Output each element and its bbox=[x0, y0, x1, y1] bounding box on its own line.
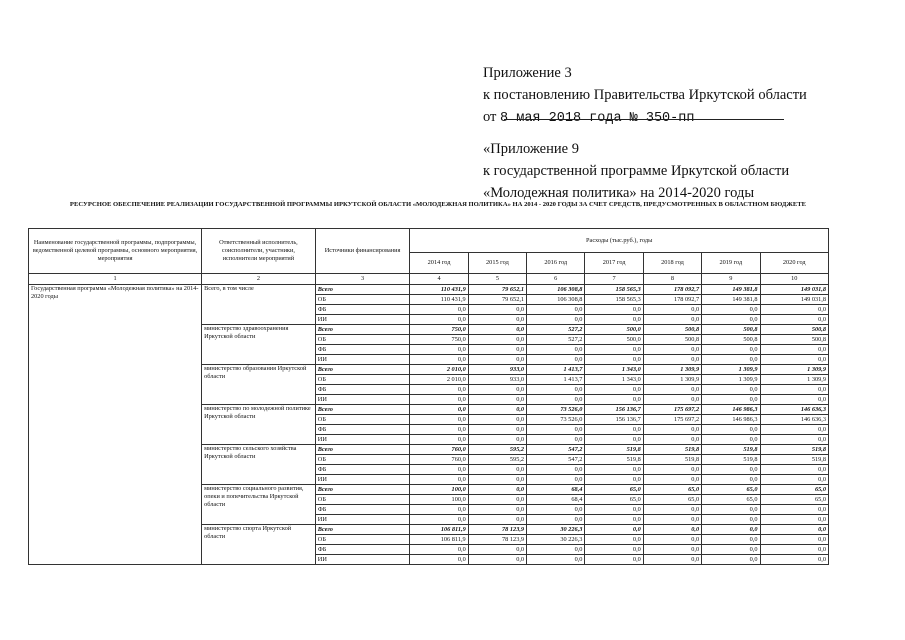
amount-cell: 933,0 bbox=[468, 375, 526, 385]
amount-cell: 760,0 bbox=[410, 455, 468, 465]
amount-cell: 1 309,9 bbox=[760, 365, 828, 375]
amount-cell: 0,0 bbox=[702, 515, 760, 525]
amount-cell: 0,0 bbox=[643, 525, 701, 535]
executor-cell: министерство здравоохранения Иркутской области bbox=[202, 325, 316, 365]
amount-cell: 1 343,0 bbox=[585, 375, 643, 385]
amount-cell: 0,0 bbox=[585, 435, 643, 445]
amount-cell: 0,0 bbox=[702, 475, 760, 485]
year-header: 2016 год bbox=[527, 253, 585, 274]
amount-cell: 146 986,3 bbox=[702, 405, 760, 415]
funding-source-cell: ИИ bbox=[315, 515, 410, 525]
column-number: 3 bbox=[315, 274, 410, 285]
amount-cell: 0,0 bbox=[527, 555, 585, 565]
amount-cell: 0,0 bbox=[527, 395, 585, 405]
year-header: 2015 год bbox=[468, 253, 526, 274]
funding-source-cell: ИИ bbox=[315, 435, 410, 445]
amount-cell: 65,0 bbox=[760, 485, 828, 495]
funding-source-cell: ФБ bbox=[315, 545, 410, 555]
year-header: 2020 год bbox=[760, 253, 828, 274]
funding-source-cell: Всего bbox=[315, 445, 410, 455]
amount-cell: 65,0 bbox=[760, 495, 828, 505]
amount-cell: 100,0 bbox=[410, 495, 468, 505]
amount-cell: 0,0 bbox=[527, 545, 585, 555]
amount-cell: 519,8 bbox=[702, 455, 760, 465]
amount-cell: 0,0 bbox=[468, 435, 526, 445]
amount-cell: 500,8 bbox=[643, 335, 701, 345]
amount-cell: 30 226,3 bbox=[527, 525, 585, 535]
program-reference: к государственной программе Иркутской области bbox=[483, 163, 790, 179]
amount-cell: 0,0 bbox=[760, 355, 828, 365]
funding-source-cell: ОБ bbox=[315, 295, 410, 305]
amount-cell: 527,2 bbox=[527, 335, 585, 345]
funding-source-cell: ФБ bbox=[315, 465, 410, 475]
amount-cell: 527,2 bbox=[527, 325, 585, 335]
amount-cell: 1 413,7 bbox=[527, 365, 585, 375]
amount-cell: 0,0 bbox=[702, 435, 760, 445]
executor-cell: министерство по молодежной политике Иркутской области bbox=[202, 405, 316, 445]
amount-cell: 0,0 bbox=[760, 555, 828, 565]
amount-cell: 0,0 bbox=[410, 415, 468, 425]
amount-cell: 1 309,9 bbox=[643, 375, 701, 385]
amount-cell: 0,0 bbox=[643, 425, 701, 435]
amount-cell: 1 343,0 bbox=[585, 365, 643, 375]
amount-cell: 0,0 bbox=[527, 505, 585, 515]
executor-cell: министерство сельского хозяйства Иркутской области bbox=[202, 445, 316, 485]
amount-cell: 0,0 bbox=[468, 555, 526, 565]
amount-cell: 0,0 bbox=[527, 315, 585, 325]
amount-cell: 0,0 bbox=[702, 535, 760, 545]
amount-cell: 65,0 bbox=[585, 495, 643, 505]
amount-cell: 178 092,7 bbox=[643, 285, 701, 295]
amount-cell: 0,0 bbox=[468, 515, 526, 525]
amount-cell: 519,8 bbox=[702, 445, 760, 455]
appendix-title: Приложение 3 bbox=[483, 65, 572, 81]
amount-cell: 0,0 bbox=[585, 385, 643, 395]
amount-cell: 158 565,3 bbox=[585, 285, 643, 295]
header-row bbox=[29, 229, 829, 253]
amount-cell: 0,0 bbox=[410, 305, 468, 315]
program-header bbox=[483, 138, 789, 204]
funding-source-cell: Всего bbox=[315, 325, 410, 335]
amount-cell: 0,0 bbox=[760, 315, 828, 325]
amount-cell: 0,0 bbox=[585, 505, 643, 515]
column-number: 1 bbox=[29, 274, 202, 285]
year-header: 2017 год bbox=[585, 253, 643, 274]
funding-source-cell: ИИ bbox=[315, 395, 410, 405]
executor-cell: Всего, в том числе bbox=[202, 285, 316, 325]
amount-cell: 0,0 bbox=[760, 425, 828, 435]
amount-cell: 595,2 bbox=[468, 445, 526, 455]
column-numbers-row bbox=[29, 274, 829, 285]
executor-cell: министерство спорта Иркутской области bbox=[202, 525, 316, 565]
funding-source-cell: ИИ bbox=[315, 315, 410, 325]
amount-cell: 0,0 bbox=[643, 395, 701, 405]
amount-cell: 1 413,7 bbox=[527, 375, 585, 385]
amount-cell: 106 811,9 bbox=[410, 525, 468, 535]
amount-cell: 0,0 bbox=[702, 505, 760, 515]
amount-cell: 0,0 bbox=[702, 465, 760, 475]
amount-cell: 1 309,9 bbox=[702, 375, 760, 385]
amount-cell: 0,0 bbox=[585, 475, 643, 485]
amount-cell: 519,8 bbox=[585, 445, 643, 455]
amount-cell: 0,0 bbox=[585, 315, 643, 325]
amount-cell: 750,0 bbox=[410, 325, 468, 335]
amount-cell: 0,0 bbox=[527, 425, 585, 435]
funding-source-cell: ФБ bbox=[315, 505, 410, 515]
amount-cell: 2 010,0 bbox=[410, 365, 468, 375]
amount-cell: 110 431,9 bbox=[410, 295, 468, 305]
amount-cell: 0,0 bbox=[468, 325, 526, 335]
amount-cell: 0,0 bbox=[760, 345, 828, 355]
amount-cell: 0,0 bbox=[760, 385, 828, 395]
amount-cell: 0,0 bbox=[643, 465, 701, 475]
amount-cell: 0,0 bbox=[643, 555, 701, 565]
amount-cell: 0,0 bbox=[643, 535, 701, 545]
amount-cell: 149 381,8 bbox=[702, 285, 760, 295]
amount-cell: 0,0 bbox=[410, 465, 468, 475]
amount-cell: 500,8 bbox=[702, 325, 760, 335]
amount-cell: 0,0 bbox=[643, 475, 701, 485]
amount-cell: 79 652,1 bbox=[468, 285, 526, 295]
amount-cell: 500,8 bbox=[702, 335, 760, 345]
column-number: 5 bbox=[468, 274, 526, 285]
amount-cell: 0,0 bbox=[702, 345, 760, 355]
amount-cell: 595,2 bbox=[468, 455, 526, 465]
executor-cell: министерство социального развития, опеки и попечительства Иркутской области bbox=[202, 485, 316, 525]
amount-cell: 1 309,9 bbox=[643, 365, 701, 375]
amount-cell: 0,0 bbox=[585, 355, 643, 365]
amount-cell: 0,0 bbox=[760, 535, 828, 545]
amount-cell: 0,0 bbox=[643, 435, 701, 445]
amount-cell: 0,0 bbox=[468, 485, 526, 495]
amount-cell: 0,0 bbox=[410, 345, 468, 355]
header-col-expenses: Расходы (тыс.руб.), годы bbox=[410, 229, 829, 253]
amount-cell: 0,0 bbox=[527, 435, 585, 445]
amount-cell: 0,0 bbox=[643, 345, 701, 355]
amount-cell: 750,0 bbox=[410, 335, 468, 345]
amount-cell: 0,0 bbox=[468, 505, 526, 515]
amount-cell: 0,0 bbox=[410, 355, 468, 365]
funding-source-cell: Всего bbox=[315, 485, 410, 495]
amount-cell: 0,0 bbox=[468, 395, 526, 405]
amount-cell: 0,0 bbox=[468, 385, 526, 395]
column-number: 2 bbox=[202, 274, 316, 285]
amount-cell: 0,0 bbox=[643, 305, 701, 315]
program-name-cell: Государственная программа «Молодежная политика» на 2014-2020 годы bbox=[29, 285, 202, 565]
amount-cell: 0,0 bbox=[585, 535, 643, 545]
amount-cell: 0,0 bbox=[702, 305, 760, 315]
amount-cell: 0,0 bbox=[410, 475, 468, 485]
amount-cell: 0,0 bbox=[585, 515, 643, 525]
amount-cell: 149 031,8 bbox=[760, 295, 828, 305]
amount-cell: 156 136,7 bbox=[585, 405, 643, 415]
program-name-line: «Молодежная политика» на 2014-2020 годы bbox=[483, 185, 755, 201]
funding-source-cell: Всего bbox=[315, 525, 410, 535]
table-body bbox=[29, 285, 829, 565]
amount-cell: 0,0 bbox=[760, 505, 828, 515]
amount-cell: 0,0 bbox=[585, 345, 643, 355]
funding-source-cell: ОБ bbox=[315, 535, 410, 545]
amount-cell: 547,2 bbox=[527, 455, 585, 465]
amount-cell: 0,0 bbox=[702, 355, 760, 365]
amount-cell: 0,0 bbox=[410, 545, 468, 555]
amount-cell: 106 308,8 bbox=[527, 295, 585, 305]
amount-cell: 0,0 bbox=[410, 385, 468, 395]
date-underline bbox=[504, 119, 784, 120]
amount-cell: 0,0 bbox=[527, 355, 585, 365]
column-number: 6 bbox=[527, 274, 585, 285]
amount-cell: 933,0 bbox=[468, 365, 526, 375]
header-col-executor: Ответственный исполнитель, соисполнители, участники, исполнители мероприятий bbox=[202, 229, 316, 274]
amount-cell: 519,8 bbox=[760, 445, 828, 455]
amount-cell: 0,0 bbox=[702, 395, 760, 405]
amount-cell: 0,0 bbox=[468, 465, 526, 475]
amount-cell: 0,0 bbox=[468, 495, 526, 505]
amount-cell: 0,0 bbox=[468, 545, 526, 555]
amount-cell: 0,0 bbox=[702, 525, 760, 535]
funding-source-cell: ОБ bbox=[315, 375, 410, 385]
amount-cell: 0,0 bbox=[527, 475, 585, 485]
amount-cell: 760,0 bbox=[410, 445, 468, 455]
funding-source-cell: ОБ bbox=[315, 335, 410, 345]
year-header: 2018 год bbox=[643, 253, 701, 274]
amount-cell: 0,0 bbox=[468, 335, 526, 345]
amount-cell: 519,8 bbox=[643, 455, 701, 465]
amount-cell: 0,0 bbox=[468, 315, 526, 325]
resolution-date-line bbox=[483, 106, 807, 130]
amount-cell: 146 636,3 bbox=[760, 405, 828, 415]
amount-cell: 0,0 bbox=[527, 385, 585, 395]
funding-source-cell: Всего bbox=[315, 285, 410, 295]
header-col-source: Источники финансирования bbox=[315, 229, 410, 274]
column-number: 10 bbox=[760, 274, 828, 285]
amount-cell: 519,8 bbox=[643, 445, 701, 455]
amount-cell: 0,0 bbox=[760, 465, 828, 475]
amount-cell: 0,0 bbox=[643, 355, 701, 365]
amount-cell: 519,8 bbox=[585, 455, 643, 465]
funding-source-cell: Всего bbox=[315, 365, 410, 375]
amount-cell: 0,0 bbox=[527, 305, 585, 315]
amount-cell: 68,4 bbox=[527, 495, 585, 505]
amount-cell: 0,0 bbox=[527, 515, 585, 525]
amount-cell: 0,0 bbox=[702, 545, 760, 555]
column-number: 8 bbox=[643, 274, 701, 285]
amount-cell: 0,0 bbox=[702, 385, 760, 395]
amount-cell: 0,0 bbox=[643, 315, 701, 325]
resolution-date-number: 8 мая 2018 года № 350-пп bbox=[500, 111, 695, 126]
funding-source-cell: ОБ bbox=[315, 455, 410, 465]
amount-cell: 0,0 bbox=[410, 395, 468, 405]
amount-cell: 0,0 bbox=[643, 385, 701, 395]
amount-cell: 0,0 bbox=[760, 545, 828, 555]
table-title: РЕСУРСНОЕ ОБЕСПЕЧЕНИЕ РЕАЛИЗАЦИИ ГОСУДАРСТВЕННОЙ ПРОГРАММЫ ИРКУТСКОЙ ОБЛАСТИ «МОЛОДЕЖНАЯ ПОЛИТИКА» НА 2014 - 2020 ГОДЫ ЗА СЧЕТ СРЕДСТВ, ПРЕДУСМОТРЕННЫХ В ОБЛАСТНОМ БЮДЖЕТЕ bbox=[69, 201, 807, 208]
amount-cell: 0,0 bbox=[410, 555, 468, 565]
amount-cell: 65,0 bbox=[643, 485, 701, 495]
amount-cell: 110 431,9 bbox=[410, 285, 468, 295]
amount-cell: 0,0 bbox=[468, 355, 526, 365]
amount-cell: 149 031,8 bbox=[760, 285, 828, 295]
amount-cell: 0,0 bbox=[410, 405, 468, 415]
funding-source-cell: ФБ bbox=[315, 385, 410, 395]
amount-cell: 1 309,9 bbox=[760, 375, 828, 385]
resource-table bbox=[28, 228, 829, 565]
amount-cell: 0,0 bbox=[760, 475, 828, 485]
amount-cell: 500,0 bbox=[585, 325, 643, 335]
amount-cell: 30 226,3 bbox=[527, 535, 585, 545]
amount-cell: 149 381,8 bbox=[702, 295, 760, 305]
amount-cell: 65,0 bbox=[702, 485, 760, 495]
funding-source-cell: ФБ bbox=[315, 425, 410, 435]
funding-source-cell: ФБ bbox=[315, 305, 410, 315]
amount-cell: 146 986,3 bbox=[702, 415, 760, 425]
funding-source-cell: ОБ bbox=[315, 415, 410, 425]
amount-cell: 0,0 bbox=[585, 465, 643, 475]
amount-cell: 0,0 bbox=[643, 545, 701, 555]
amount-cell: 0,0 bbox=[585, 525, 643, 535]
amount-cell: 0,0 bbox=[468, 305, 526, 315]
amount-cell: 65,0 bbox=[643, 495, 701, 505]
amount-cell: 100,0 bbox=[410, 485, 468, 495]
year-header: 2014 год bbox=[410, 253, 468, 274]
amount-cell: 2 010,0 bbox=[410, 375, 468, 385]
amount-cell: 0,0 bbox=[585, 395, 643, 405]
amount-cell: 106 308,8 bbox=[527, 285, 585, 295]
amount-cell: 158 565,3 bbox=[585, 295, 643, 305]
amount-cell: 0,0 bbox=[760, 525, 828, 535]
amount-cell: 0,0 bbox=[702, 555, 760, 565]
amount-cell: 0,0 bbox=[468, 425, 526, 435]
amount-cell: 500,8 bbox=[760, 325, 828, 335]
amount-cell: 547,2 bbox=[527, 445, 585, 455]
executor-cell: министерство образования Иркутской области bbox=[202, 365, 316, 405]
amount-cell: 0,0 bbox=[760, 515, 828, 525]
amount-cell: 500,8 bbox=[760, 335, 828, 345]
amount-cell: 0,0 bbox=[643, 515, 701, 525]
amount-cell: 0,0 bbox=[760, 305, 828, 315]
amount-cell: 519,8 bbox=[760, 455, 828, 465]
funding-source-cell: ИИ bbox=[315, 355, 410, 365]
year-header: 2019 год bbox=[702, 253, 760, 274]
column-number: 9 bbox=[702, 274, 760, 285]
amount-cell: 175 697,2 bbox=[643, 415, 701, 425]
program-appendix-title: «Приложение 9 bbox=[483, 141, 579, 157]
amount-cell: 0,0 bbox=[527, 465, 585, 475]
funding-source-cell: ОБ bbox=[315, 495, 410, 505]
amount-cell: 0,0 bbox=[702, 425, 760, 435]
resolution-reference: к постановлению Правительства Иркутской области bbox=[483, 87, 807, 103]
amount-cell: 68,4 bbox=[527, 485, 585, 495]
amount-cell: 0,0 bbox=[643, 505, 701, 515]
amount-cell: 73 526,0 bbox=[527, 405, 585, 415]
amount-cell: 500,0 bbox=[585, 335, 643, 345]
header-col-name: Наименование государственной программы, подпрограммы, ведомственной целевой программы, основного мероприятия, мероприятия bbox=[29, 229, 202, 274]
amount-cell: 1 309,9 bbox=[702, 365, 760, 375]
amount-cell: 500,8 bbox=[643, 325, 701, 335]
amount-cell: 78 123,9 bbox=[468, 525, 526, 535]
funding-source-cell: ИИ bbox=[315, 555, 410, 565]
amount-cell: 78 123,9 bbox=[468, 535, 526, 545]
amount-cell: 156 136,7 bbox=[585, 415, 643, 425]
amount-cell: 65,0 bbox=[702, 495, 760, 505]
amount-cell: 175 697,2 bbox=[643, 405, 701, 415]
table-row bbox=[29, 285, 829, 295]
amount-cell: 0,0 bbox=[585, 305, 643, 315]
amount-cell: 0,0 bbox=[585, 545, 643, 555]
column-number: 4 bbox=[410, 274, 468, 285]
amount-cell: 178 092,7 bbox=[643, 295, 701, 305]
amount-cell: 0,0 bbox=[410, 505, 468, 515]
amount-cell: 79 652,1 bbox=[468, 295, 526, 305]
date-prefix: от bbox=[483, 109, 497, 125]
amount-cell: 0,0 bbox=[585, 425, 643, 435]
amount-cell: 0,0 bbox=[585, 555, 643, 565]
amount-cell: 106 811,9 bbox=[410, 535, 468, 545]
amount-cell: 73 526,0 bbox=[527, 415, 585, 425]
amount-cell: 0,0 bbox=[702, 315, 760, 325]
amount-cell: 0,0 bbox=[760, 435, 828, 445]
funding-source-cell: ИИ bbox=[315, 475, 410, 485]
amount-cell: 146 636,3 bbox=[760, 415, 828, 425]
amount-cell: 0,0 bbox=[468, 405, 526, 415]
amount-cell: 65,0 bbox=[585, 485, 643, 495]
funding-source-cell: ФБ bbox=[315, 345, 410, 355]
amount-cell: 0,0 bbox=[468, 415, 526, 425]
amount-cell: 0,0 bbox=[468, 475, 526, 485]
amount-cell: 0,0 bbox=[468, 345, 526, 355]
amount-cell: 0,0 bbox=[760, 395, 828, 405]
amount-cell: 0,0 bbox=[410, 425, 468, 435]
amount-cell: 0,0 bbox=[527, 345, 585, 355]
amount-cell: 0,0 bbox=[410, 315, 468, 325]
funding-source-cell: Всего bbox=[315, 405, 410, 415]
amount-cell: 0,0 bbox=[410, 515, 468, 525]
amount-cell: 0,0 bbox=[410, 435, 468, 445]
column-number: 7 bbox=[585, 274, 643, 285]
